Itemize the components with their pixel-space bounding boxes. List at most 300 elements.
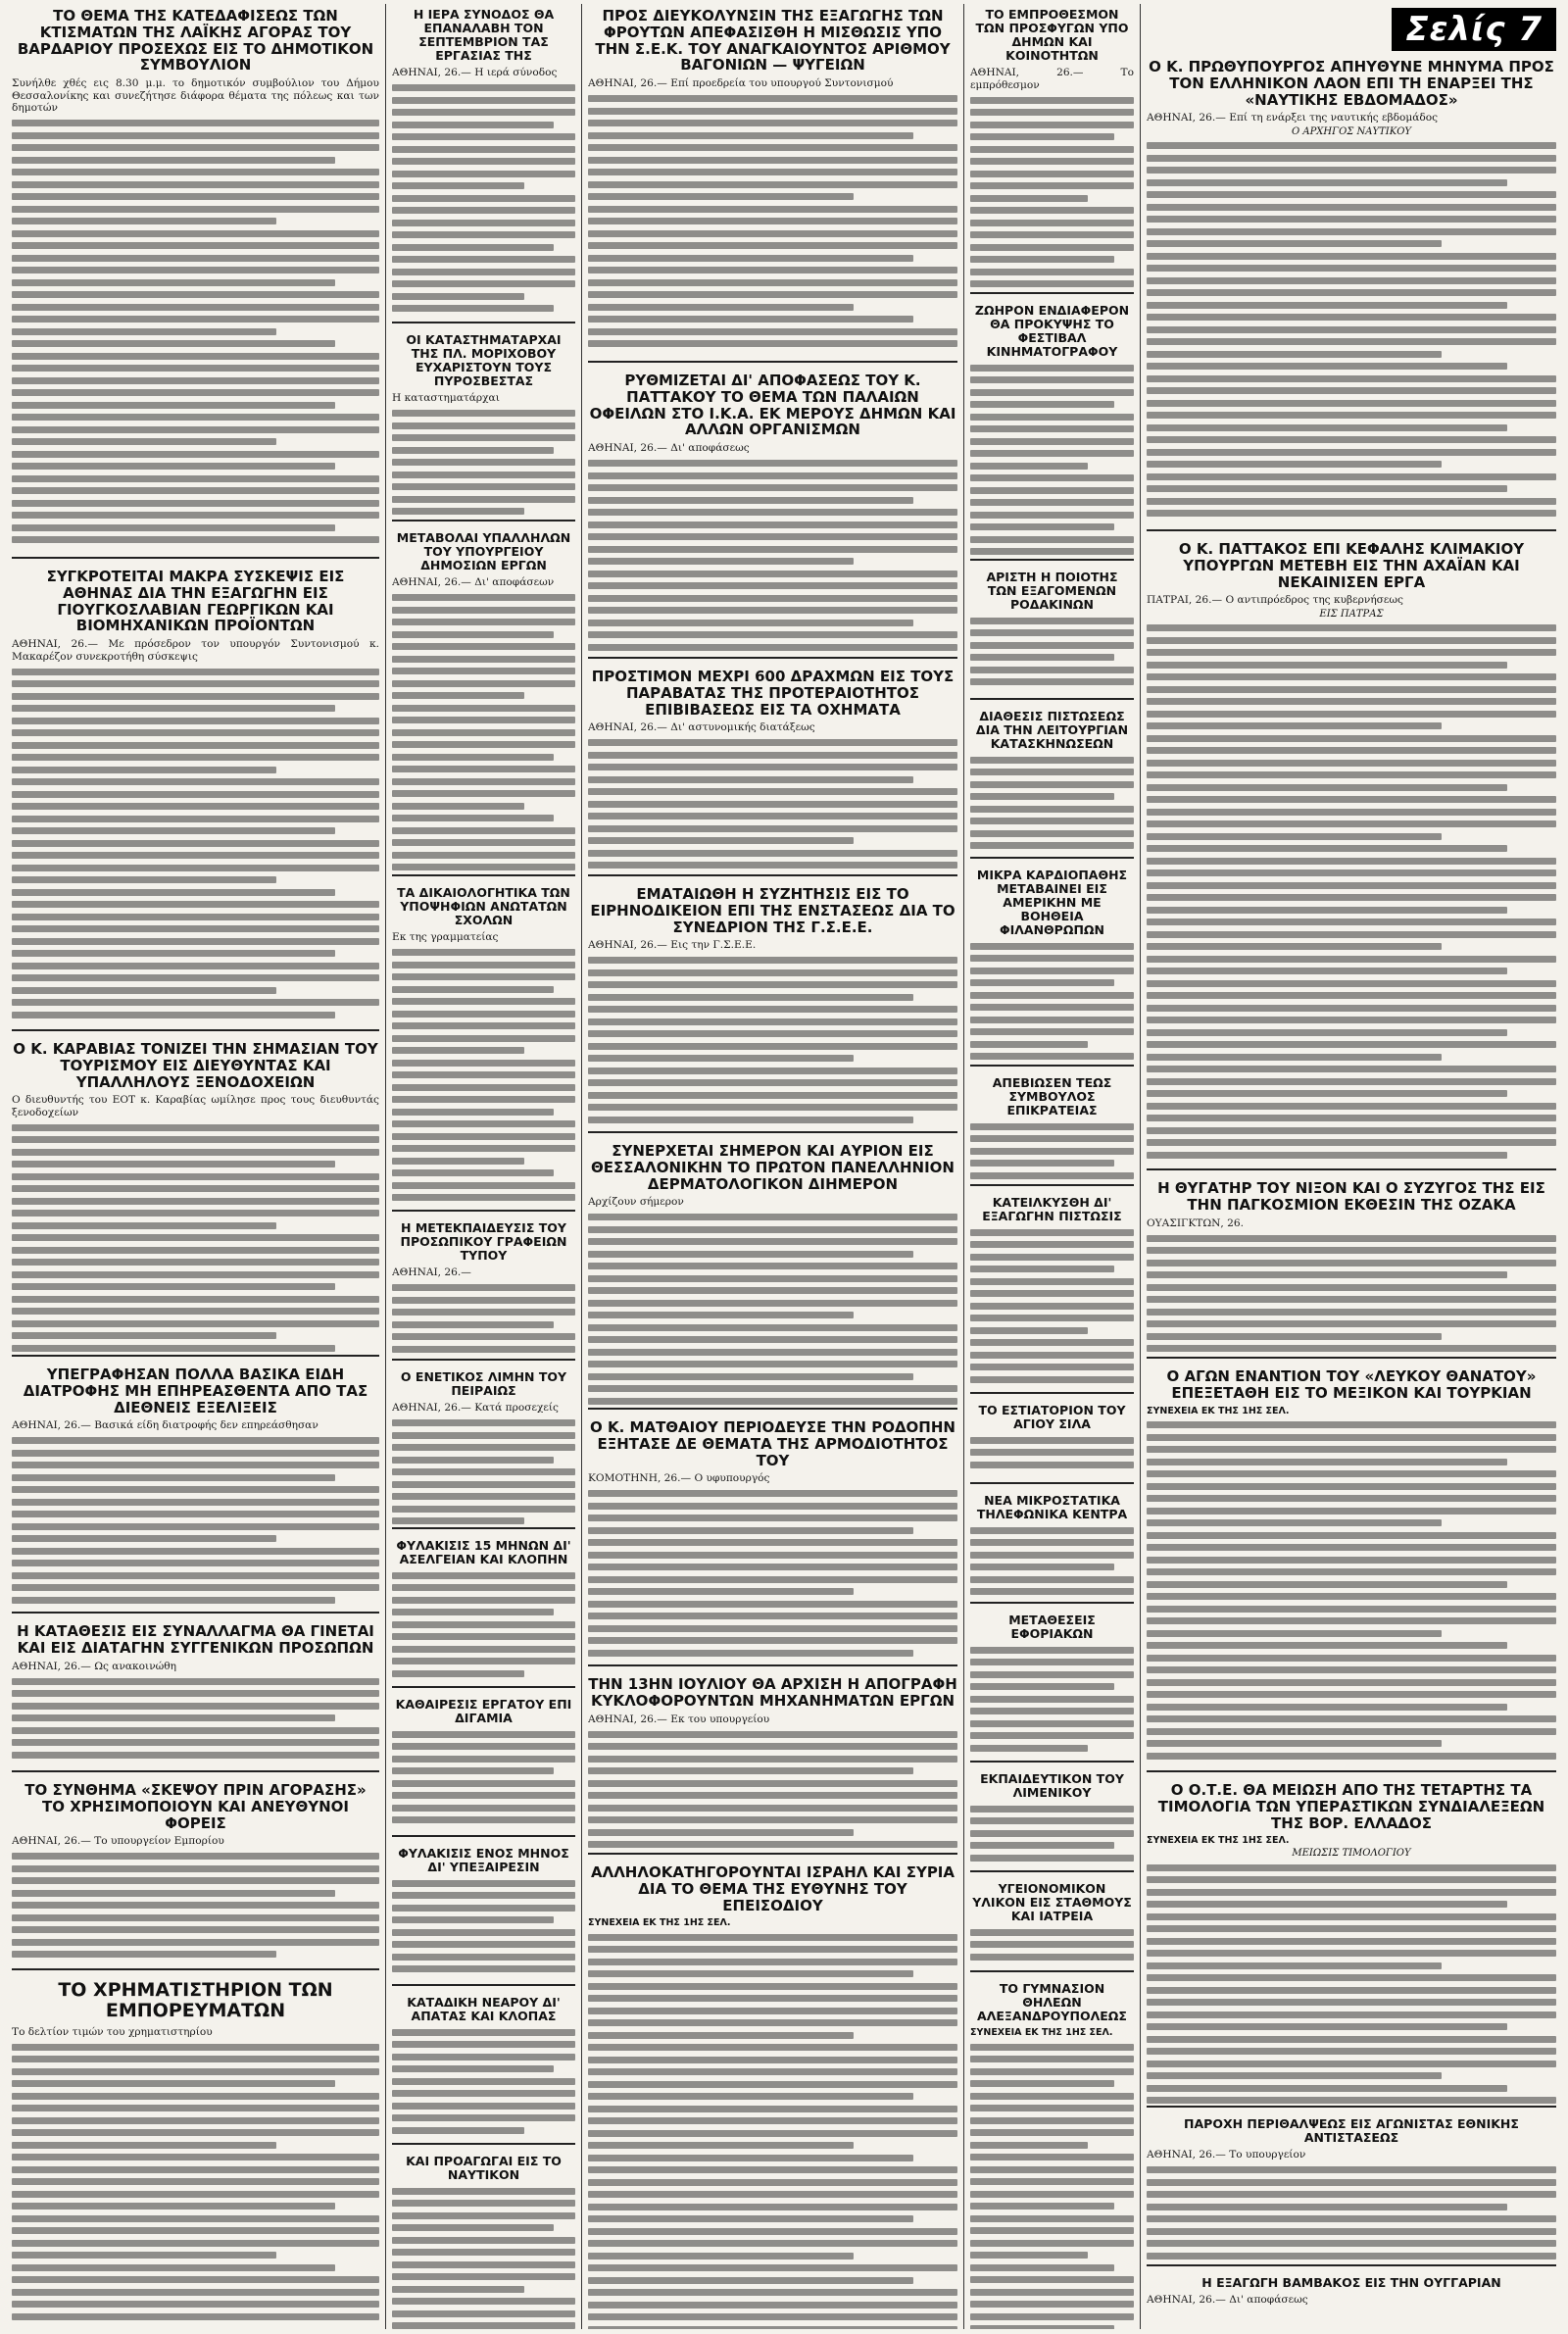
text-line xyxy=(12,2129,379,2136)
text-line xyxy=(1147,784,1507,791)
text-line xyxy=(970,992,1134,999)
text-line xyxy=(588,1983,957,1990)
text-line xyxy=(588,1324,957,1331)
article-lead: ΑΘΗΝΑΙ, 26.— Με πρόσεδρον τον υπουργόν Συντονισμού κ. Μακαρέζον συνεκροτήθη σύσκεψις xyxy=(12,638,379,663)
article-gsee xyxy=(588,882,957,1133)
text-line xyxy=(392,220,575,226)
text-line xyxy=(970,2215,1134,2222)
text-line xyxy=(970,463,1088,470)
headline: Η ΜΕΤΕΚΠΑΙΔΕΥΣΙΣ ΤΟΥ ΠΡΟΣΩΠΙΚΟΥ ΓΡΑΦΕΙΩΝ ΤΥΠΟΥ xyxy=(400,1220,567,1263)
text-line xyxy=(12,1597,335,1604)
text-line xyxy=(588,1601,957,1608)
text-line xyxy=(392,2054,575,2061)
text-line xyxy=(588,1226,957,1233)
text-line xyxy=(1147,711,1556,718)
text-line xyxy=(588,1637,957,1644)
text-line xyxy=(588,1214,957,1220)
text-line xyxy=(588,255,913,262)
column-4 xyxy=(964,4,1141,2329)
text-line xyxy=(392,472,575,478)
page-logo-wrap xyxy=(1147,4,1556,55)
text-line xyxy=(588,2068,957,2075)
text-line xyxy=(392,778,575,785)
text-line xyxy=(588,1564,957,1570)
text-line xyxy=(970,1376,1134,1383)
text-line xyxy=(970,781,1134,788)
text-line xyxy=(1147,1568,1556,1575)
text-line xyxy=(392,231,575,238)
text-line xyxy=(12,963,379,969)
text-line xyxy=(392,1145,575,1152)
text-line xyxy=(970,2080,1114,2087)
text-line xyxy=(12,816,379,822)
continued-note: ΣΥΝΕΧΕΙΑ ΕΚ ΤΗΣ 1ΗΣ ΣΕΛ. xyxy=(970,2027,1113,2038)
text-line xyxy=(12,1939,379,1946)
text-line xyxy=(1147,216,1556,223)
text-line xyxy=(588,1117,913,1123)
article-coast-guard xyxy=(970,1768,1134,1872)
text-line xyxy=(392,1022,575,1029)
text-line xyxy=(588,267,957,273)
article-nixon-daughter xyxy=(1147,1176,1556,1359)
text-line xyxy=(1147,1054,1442,1061)
text-line xyxy=(1147,809,1556,816)
headline: ΤΑ ΔΙΚΑΙΟΛΟΓΗΤΙΚΑ ΤΩΝ ΥΠΟΨΗΦΙΩΝ ΑΝΩΤΑΤΩΝ ΣΧΟΛΩΝ xyxy=(397,885,570,927)
text-line xyxy=(970,1696,1134,1703)
text-line xyxy=(1147,142,1556,149)
text-line xyxy=(970,1254,1134,1261)
text-line xyxy=(1147,1139,1556,1146)
text-line xyxy=(588,1743,957,1750)
text-line xyxy=(970,2178,1134,2185)
text-block xyxy=(392,594,575,870)
article-resistance-care xyxy=(1147,2113,1556,2266)
text-line xyxy=(588,2008,957,2014)
text-line xyxy=(588,2191,957,2198)
text-line xyxy=(392,864,575,870)
text-line xyxy=(588,2044,957,2051)
text-line xyxy=(392,280,575,287)
text-line xyxy=(1147,2036,1556,2043)
text-line xyxy=(392,729,575,736)
text-line xyxy=(1147,302,1507,309)
text-line xyxy=(392,447,554,454)
text-line xyxy=(588,460,957,467)
text-line xyxy=(392,2090,575,2097)
text-line xyxy=(1147,1271,1507,1278)
text-line xyxy=(1147,1704,1507,1711)
headline: ΤΗΝ 13ΗΝ ΙΟΥΛΙΟΥ ΘΑ ΑΡΧΙΣΗ Η ΑΠΟΓΡΑΦΗ ΚΥΚΛΟΦΟΡΟΥΝΤΩΝ ΜΗΧΑΝΗΜΑΤΩΝ ΕΡΓΩΝ xyxy=(588,1675,957,1710)
text-line xyxy=(12,1499,379,1506)
text-line xyxy=(392,1792,575,1799)
article-lead: Η καταστηματάρχαι xyxy=(392,392,500,404)
text-line xyxy=(588,1287,957,1294)
column-2 xyxy=(386,4,582,2329)
text-line xyxy=(1147,1606,1556,1613)
text-line xyxy=(970,2240,1134,2247)
text-line xyxy=(1147,1715,1556,1722)
text-line xyxy=(392,171,575,177)
text-line xyxy=(392,717,575,723)
text-block xyxy=(392,84,575,312)
headline: Ο Ο.Τ.Ε. ΘΑ ΜΕΙΩΣΗ ΑΠΟ ΤΗΣ ΤΕΤΑΡΤΗΣ ΤΑ ΤΙΜΟΛΟΓΙΑ ΤΩΝ ΥΠΕΡΑΣΤΙΚΩΝ ΣΥΝΔΙΑΛΕΞΕΩΝ ΤΗΣ ΒΟΡ. ΕΛΛΑΔΟΣ xyxy=(1157,1781,1545,1832)
text-line xyxy=(970,2142,1088,2149)
text-line xyxy=(392,1506,575,1513)
text-line xyxy=(392,1297,575,1304)
text-line xyxy=(12,144,379,151)
text-line xyxy=(970,678,1134,685)
article-lead: ΑΘΗΝΑΙ, 26.— Το εμπρόθεσμον xyxy=(970,67,1134,91)
text-line xyxy=(392,256,575,263)
text-line xyxy=(1147,1434,1556,1441)
text-line xyxy=(1147,1090,1507,1097)
text-line xyxy=(392,754,554,761)
text-line xyxy=(12,914,379,920)
text-line xyxy=(588,957,957,964)
article-imprisonment-15 xyxy=(392,1535,575,1688)
text-line xyxy=(970,133,1114,140)
text-line xyxy=(970,667,1134,673)
text-line xyxy=(1147,1333,1442,1340)
article-lead: ΑΘΗΝΑΙ, 26.— Εκ του υπουργείου xyxy=(588,1713,770,1725)
text-line xyxy=(12,2240,379,2247)
text-line xyxy=(392,422,575,429)
text-block xyxy=(392,1731,575,1824)
text-line xyxy=(588,193,854,200)
text-line xyxy=(588,813,957,819)
text-line xyxy=(970,629,1134,636)
text-line xyxy=(12,500,379,507)
text-line xyxy=(1147,1284,1556,1291)
headline: ΣΥΓΚΡΟΤΕΙΤΑΙ ΜΑΚΡΑ ΣΥΣΚΕΨΙΣ ΕΙΣ ΑΘΗΝΑΣ ΔΙΑ ΤΗΝ ΕΞΑΓΩΓΗΝ ΕΙΣ ΓΙΟΥΓΚΟΣΛΑΒΙΑΝ ΓΕΩΡΓΙΚΩΝ ΚΑΙ ΒΙΟΜΗΧΑΝΙΚΩΝ ΠΡΟΪΟΝΤΩΝ xyxy=(46,568,345,635)
headline: Ο Κ. ΚΑΡΑΒΙΑΣ ΤΟΝΙΖΕΙ ΤΗΝ ΣΗΜΑΣΙΑΝ ΤΟΥ ΤΟΥΡΙΣΜΟΥ ΕΙΣ ΔΙΕΥΘΥΝΤΑΣ ΚΑΙ ΥΠΑΛΛΗΛΟΥΣ ΞΕΝΟΔΟΧΕΙΩΝ xyxy=(13,1040,378,1091)
text-line xyxy=(12,1914,379,1921)
text-line xyxy=(12,1308,379,1315)
text-line xyxy=(392,1892,575,1899)
text-line xyxy=(588,801,957,808)
text-line xyxy=(970,1278,1134,1285)
headline: ΚΑΤΑΔΙΚΗ ΝΕΑΡΟΥ ΔΙ' ΑΠΑΤΑΣ ΚΑΙ ΚΛΟΠΑΣ xyxy=(407,1995,561,2023)
text-line xyxy=(392,2127,524,2134)
text-line xyxy=(588,2081,957,2088)
text-line xyxy=(392,973,575,980)
column-1 xyxy=(6,4,386,2329)
text-line xyxy=(970,1266,1114,1272)
text-line xyxy=(1147,363,1507,370)
text-line xyxy=(12,2276,379,2283)
article-fines xyxy=(588,665,957,876)
headline: Η ΙΕΡΑ ΣΥΝΟΔΟΣ ΘΑ ΕΠΑΝΑΛΑΒΗ ΤΟΝ ΣΕΠΤΕΜΒΡΙΟΝ ΤΑΣ ΕΡΓΑΣΙΑΣ ΤΗΣ xyxy=(413,7,555,63)
text-line xyxy=(970,757,1134,764)
text-line xyxy=(970,1564,1114,1570)
headline: Ο Κ. ΠΡΩΘΥΠΟΥΡΓΟΣ ΑΠΗΥΘΥΝΕ ΜΗΝΥΜΑ ΠΡΟΣ ΤΟΝ ΕΛΛΗΝΙΚΟΝ ΛΑΟΝ ΕΠΙ ΤΗ ΕΝΑΡΞΕΙ ΤΗΣ «ΝΑΥΤΙΚΗΣ ΕΒΔΟΜΑΔΟΣ» xyxy=(1149,58,1554,109)
text-line xyxy=(588,230,957,237)
text-line xyxy=(970,1941,1134,1948)
text-line xyxy=(12,742,379,749)
text-line xyxy=(12,2068,379,2075)
text-line xyxy=(392,1071,575,1078)
text-line xyxy=(588,994,913,1001)
subheading: ΜΕΙΩΣΙΣ ΤΙΜΟΛΟΓΙΟΥ xyxy=(1292,1848,1411,1860)
headline: ΚΑΙ ΠΡΟΑΓΩΓΑΙ ΕΙΣ ΤΟ ΝΑΥΤΙΚΟΝ xyxy=(406,2154,562,2182)
text-line xyxy=(1147,2179,1556,2186)
article-shopkeepers xyxy=(392,329,575,521)
text-line xyxy=(1147,473,1556,480)
text-line xyxy=(12,438,276,445)
text-line xyxy=(588,169,957,175)
article-lead: Ο διευθυντής του ΕΟΤ κ. Καραβίας ωμίλησε προς τους διευθυντάς ξενοδοχείων xyxy=(12,1094,379,1118)
text-line xyxy=(588,484,957,491)
text-block xyxy=(392,1419,575,1524)
text-line xyxy=(588,181,957,188)
text-line xyxy=(392,1084,575,1091)
text-line xyxy=(392,244,554,251)
text-line xyxy=(588,1527,913,1534)
text-line xyxy=(12,1173,379,1180)
text-line xyxy=(588,1576,957,1583)
text-block xyxy=(12,1678,379,1759)
text-line xyxy=(1147,931,1556,938)
text-line xyxy=(12,803,379,810)
text-line xyxy=(392,1182,575,1189)
text-line xyxy=(970,1527,1134,1534)
text-line xyxy=(1147,1691,1556,1698)
text-line xyxy=(392,84,575,91)
text-line xyxy=(1147,1950,1556,1957)
article-lead: Αρχίζουν σήμερον xyxy=(588,1196,684,1209)
text-line xyxy=(1147,796,1556,803)
text-line xyxy=(970,2044,1134,2051)
text-line xyxy=(970,109,1134,116)
text-line xyxy=(12,1890,335,1897)
text-line xyxy=(970,1671,1134,1678)
headline: ΕΜΑΤΑΙΩΘΗ Η ΣΥΖΗΤΗΣΙΣ ΕΙΣ ΤΟ ΕΙΡΗΝΟΔΙΚΕΙΟΝ ΕΠΙ ΤΗΣ ΕΝΣΤΑΣΕΩΣ ΔΙΑ ΤΟ ΣΥΝΕΔΡΙΟΝ ΤΗΣ Γ.Σ.Ε.Ε. xyxy=(590,885,956,936)
headline: ΤΟ ΣΥΝΘΗΜΑ «ΣΚΕΨΟΥ ΠΡΙΝ ΑΓΟΡΑΣΗΣ» ΤΟ ΧΡΗΣΙΜΟΠΟΙΟΥΝ ΚΑΙ ΑΝΕΥΘΥΝΟΙ ΦΟΡΕΙΣ xyxy=(24,1781,367,1832)
text-line xyxy=(392,1597,575,1604)
text-line xyxy=(12,1511,379,1517)
article-university-candidates xyxy=(392,882,575,1212)
text-line xyxy=(588,776,913,783)
text-line xyxy=(12,1727,379,1734)
text-line xyxy=(970,1830,1134,1837)
text-line xyxy=(970,1817,1134,1824)
text-line xyxy=(392,1333,575,1340)
text-line xyxy=(392,619,575,625)
text-line xyxy=(970,1552,1134,1559)
text-line xyxy=(12,2203,335,2210)
text-line xyxy=(1147,1630,1442,1637)
text-block xyxy=(588,957,957,1123)
text-line xyxy=(1147,1889,1556,1896)
text-line xyxy=(1147,1962,1442,1969)
text-block xyxy=(392,1284,575,1353)
article-peaches xyxy=(970,567,1134,700)
text-line xyxy=(1147,894,1556,901)
text-line xyxy=(12,2044,379,2051)
text-line xyxy=(588,1055,854,1062)
text-line xyxy=(588,644,957,651)
text-block xyxy=(588,739,957,869)
text-line xyxy=(970,1364,1134,1370)
text-line xyxy=(588,533,957,540)
text-line xyxy=(970,806,1134,813)
text-line xyxy=(1147,155,1556,162)
headline: Η ΕΞΑΓΩΓΗ ΒΑΜΒΑΚΟΣ ΕΙΣ ΤΗΝ ΟΥΓΓΑΡΙΑΝ xyxy=(1201,2275,1501,2290)
text-line xyxy=(392,962,575,968)
text-line xyxy=(12,524,335,531)
text-line xyxy=(1147,1913,1556,1920)
text-line xyxy=(12,2227,379,2234)
text-block xyxy=(1147,1864,1556,2105)
text-line xyxy=(12,1714,335,1721)
text-line xyxy=(970,171,1134,177)
text-line xyxy=(392,1756,575,1763)
text-line xyxy=(1147,1901,1507,1908)
text-line xyxy=(12,1462,379,1468)
text-line xyxy=(12,267,379,273)
text-line xyxy=(970,968,1134,974)
text-line xyxy=(588,1552,957,1559)
text-line xyxy=(392,1169,554,1176)
text-line xyxy=(12,377,379,384)
text-line xyxy=(588,291,957,298)
text-line xyxy=(392,803,524,810)
text-line xyxy=(12,1486,379,1493)
text-line xyxy=(970,512,1134,519)
text-line xyxy=(970,1135,1134,1142)
text-line xyxy=(392,1047,524,1054)
text-line xyxy=(1147,1260,1556,1266)
headline: Η ΘΥΓΑΤΗΡ ΤΟΥ ΝΙΞΟΝ ΚΑΙ Ο ΣΥΖΥΓΟΣ ΤΗΣ ΕΙΣ ΤΗΝ ΠΑΓΚΟΣΜΙΟΝ ΕΚΘΕΣΙΝ ΤΗΣ ΟΖΑΚΑ xyxy=(1157,1179,1545,1214)
text-line xyxy=(392,1658,575,1664)
article-telephone-centres xyxy=(970,1490,1134,1604)
text-line xyxy=(392,1194,575,1201)
text-line xyxy=(1147,436,1556,443)
text-line xyxy=(1147,1345,1556,1352)
text-line xyxy=(588,850,957,857)
article-bigamy xyxy=(392,1694,575,1837)
text-line xyxy=(12,1951,276,1958)
text-line xyxy=(392,2065,554,2072)
text-line xyxy=(1147,1666,1556,1673)
text-line xyxy=(1147,1103,1556,1110)
text-line xyxy=(12,2166,379,2173)
text-line xyxy=(970,1160,1114,1167)
text-line xyxy=(12,669,379,675)
text-line xyxy=(12,1271,379,1278)
headline: ΤΟ ΕΣΤΙΑΤΟΡΙΟΝ ΤΟΥ ΑΓΙΟΥ ΣΙΛΑ xyxy=(978,1403,1126,1431)
text-line xyxy=(588,1934,957,1941)
text-line xyxy=(12,242,379,249)
text-block xyxy=(12,120,379,543)
text-line xyxy=(1147,412,1556,419)
text-line xyxy=(1147,2253,1556,2260)
text-line xyxy=(12,693,379,700)
text-line xyxy=(588,132,913,139)
text-line xyxy=(1147,771,1556,778)
text-line xyxy=(392,1584,575,1591)
text-line xyxy=(1147,2228,1556,2235)
text-line xyxy=(588,1018,957,1025)
text-line xyxy=(1147,2097,1556,2104)
text-line xyxy=(588,1079,957,1086)
text-line xyxy=(392,705,575,712)
text-line xyxy=(12,328,276,335)
text-line xyxy=(12,1902,379,1909)
text-block xyxy=(12,1437,379,1604)
text-line xyxy=(970,1339,1134,1346)
text-line xyxy=(588,2179,957,2186)
text-line xyxy=(970,1659,1134,1665)
text-line xyxy=(970,1053,1134,1060)
text-line xyxy=(1147,1041,1556,1048)
text-line xyxy=(12,157,335,164)
text-line xyxy=(588,1361,957,1367)
text-line xyxy=(12,950,335,957)
text-line xyxy=(970,1041,1088,1048)
text-line xyxy=(392,1321,554,1328)
text-line xyxy=(392,2029,575,2036)
text-line xyxy=(1147,1247,1556,1254)
text-line xyxy=(970,1004,1134,1011)
text-line xyxy=(1147,375,1556,382)
text-line xyxy=(588,1373,913,1380)
text-line xyxy=(970,2301,1134,2308)
text-line xyxy=(588,1238,957,1245)
text-line xyxy=(970,401,1114,408)
text-line xyxy=(1147,265,1556,272)
text-line xyxy=(1147,277,1556,284)
article-refugees xyxy=(970,4,1134,294)
text-line xyxy=(970,1708,1134,1714)
text-line xyxy=(392,949,575,956)
text-line xyxy=(1147,2011,1556,2018)
text-line xyxy=(1147,907,1507,914)
article-cotton-hungary xyxy=(1147,2272,1556,2329)
text-line xyxy=(392,133,575,140)
text-block xyxy=(12,1853,379,1958)
text-line xyxy=(12,316,379,323)
text-line xyxy=(392,2041,575,2048)
text-block xyxy=(970,1437,1134,1468)
text-line xyxy=(1147,2061,1556,2067)
text-line xyxy=(12,230,379,237)
text-block xyxy=(970,757,1134,850)
text-line xyxy=(588,752,957,759)
text-line xyxy=(392,109,575,116)
text-line xyxy=(12,512,379,519)
text-line xyxy=(970,2093,1134,2100)
text-line xyxy=(970,2276,1134,2283)
text-line xyxy=(970,1842,1114,1849)
article-lead: ΚΟΜΟΤΗΝΗ, 26.— Ο υφυπουργός xyxy=(588,1472,770,1485)
text-line xyxy=(970,256,1114,263)
text-line xyxy=(588,1300,957,1307)
text-line xyxy=(1147,747,1556,754)
headline: ΠΑΡΟΧΗ ΠΕΡΙΘΑΛΨΕΩΣ ΕΙΣ ΑΓΩΝΙΣΤΑΣ ΕΘΝΙΚΗΣ ΑΝΤΙΣΤΑΣΕΩΣ xyxy=(1184,2116,1519,2145)
text-line xyxy=(588,1539,957,1546)
text-line xyxy=(12,1703,379,1710)
text-line xyxy=(392,508,524,515)
text-line xyxy=(12,1548,379,1555)
text-line xyxy=(588,1312,854,1318)
text-line xyxy=(12,536,379,543)
text-line xyxy=(392,2286,524,2293)
text-line xyxy=(970,979,1114,986)
text-line xyxy=(12,1124,379,1131)
text-line xyxy=(970,1929,1134,1936)
text-line xyxy=(588,1275,957,1282)
